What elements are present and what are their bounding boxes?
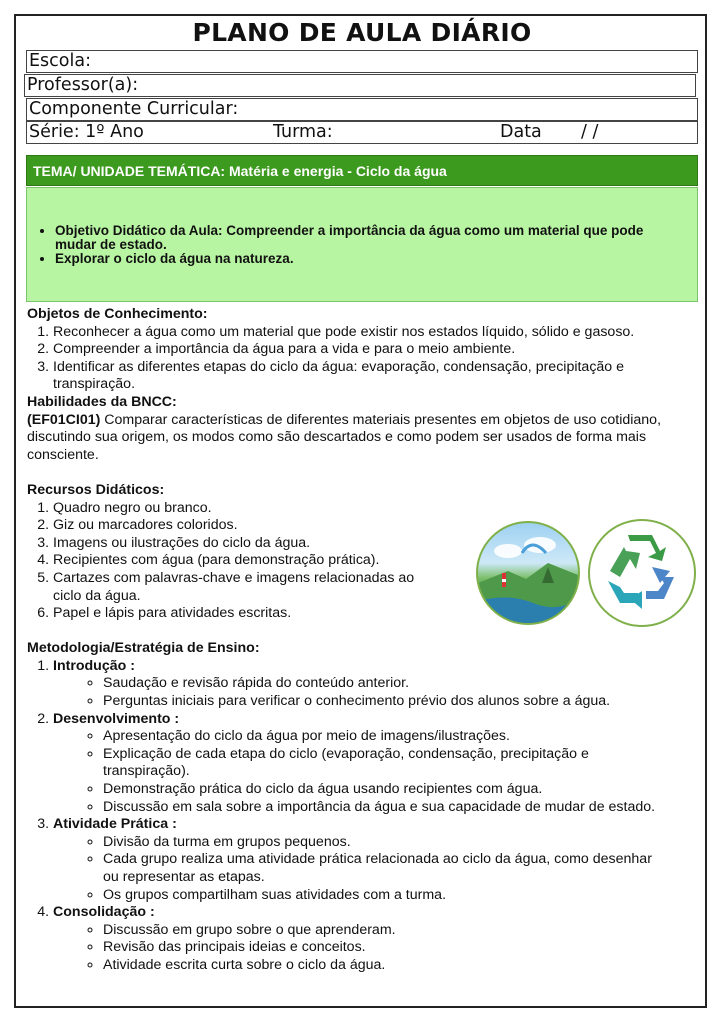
professor-label: Professor(a): [27,75,139,95]
componente-field[interactable] [26,98,698,121]
bncc-heading: Habilidades da BNCC: [27,393,177,410]
list-item: 1. Reconhecer a água como um material que pode existir nos estados líquido, sólido e gasoso. [53,324,667,342]
list-item: 5. Cartazes com palavras-chave e imagens relacionadas ao ciclo da água. [53,570,433,605]
metodologia-list [27,658,667,975]
objetivo-item: • Objetivo Didático da Aula: Compreender a importância da água como um material que pode mudar de estado. [55,224,667,252]
objetos-list [27,324,667,394]
objetivo-item: • Explorar o ciclo da água na natureza. [55,252,667,266]
list-item: 4. Recipientes com água (para demonstração prática). [53,552,433,570]
list-item: 2. Compreender a importância da água para a vida e para o meio ambiente. [53,341,667,359]
serie-turma-data-row[interactable] [26,121,698,144]
list-item: ◦ Revisão das principais ideias e conceitos. [103,939,667,957]
recycle-symbol-icon [588,519,696,627]
objetos-heading: Objetos de Conhecimento: [27,306,208,322]
metodologia-heading: Metodologia/Estratégia de Ensino: [27,640,260,657]
metodologia-section [53,816,667,904]
bncc-text: Comparar características de diferentes materiais presentes em objetos de uso cotidiano, discutindo sua origem, os modos como são descartados e como podem ser usados de forma mais consciente. [27,411,662,463]
bncc-code: (EF01CI01) [27,411,101,428]
list-item: ◦ Apresentação do ciclo da água por meio de imagens/ilustrações. [103,728,667,746]
list-item: 3. Identificar as diferentes etapas do ciclo da água: evaporação, condensação, precipitação e transpiração. [53,359,667,394]
objetivos-list [27,224,667,266]
list-item: ◦ Os grupos compartilham suas atividades com a turma. [103,887,667,905]
list-item: ◦ Demonstração prática do ciclo da água usando recipientes com água. [103,781,667,799]
list-item: 2. Giz ou marcadores coloridos. [53,517,433,535]
objetivos-box [26,187,698,302]
section-title: Introdução : [53,657,135,674]
escola-label: Escola: [29,51,91,71]
illustrations [476,519,698,629]
list-item: ◦ Explicação de cada etapa do ciclo (evaporação, condensação, precipitação e transpiração). [103,746,667,781]
metodologia-section [53,658,667,711]
tema-banner: TEMA/ UNIDADE TEMÁTICA: Matéria e energia - Ciclo da água [26,155,698,186]
escola-field[interactable] [26,50,698,73]
section-title: Desenvolvimento : [53,710,180,727]
list-item: ◦ Atividade escrita curta sobre o ciclo da água. [103,957,667,975]
list-item: 3. Imagens ou ilustrações do ciclo da água. [53,535,433,553]
list-item: ◦ Discussão em grupo sobre o que aprenderam. [103,922,667,940]
list-item: 6. Papel e lápis para atividades escritas. [53,605,433,623]
page-title: PLANO DE AULA DIÁRIO [192,18,532,47]
recursos-list [27,500,433,623]
section-title: Consolidação : [53,904,155,921]
componente-label: Componente Curricular: [29,99,239,119]
list-item: ◦ Saudação e revisão rápida do conteúdo anterior. [103,675,667,693]
list-item: 1. Quadro negro ou branco. [53,500,433,518]
list-item: ◦ Cada grupo realiza uma atividade prática relacionada ao ciclo da água, como desenhar ou representar as etapas. [103,851,667,886]
metodologia-section [53,904,667,974]
section-title: Atividade Prática : [53,816,177,833]
turma-label: Turma: [273,122,333,142]
professor-field[interactable] [24,74,696,97]
data-label: Data [500,122,542,142]
bncc-paragraph [27,412,667,465]
list-item: ◦ Perguntas iniciais para verificar o conhecimento prévio dos alunos sobre a água. [103,693,667,711]
list-item: ◦ Divisão da turma em grupos pequenos. [103,834,667,852]
metodologia-section [53,711,667,817]
recursos-heading: Recursos Didáticos: [27,481,165,498]
water-cycle-illustration-icon [476,521,580,625]
main-content [27,306,667,975]
data-slashes: / / [581,122,599,142]
serie-label: Série: 1º Ano [29,122,144,142]
list-item: ◦ Discussão em sala sobre a importância da água e sua capacidade de mudar de estado. [103,799,667,817]
